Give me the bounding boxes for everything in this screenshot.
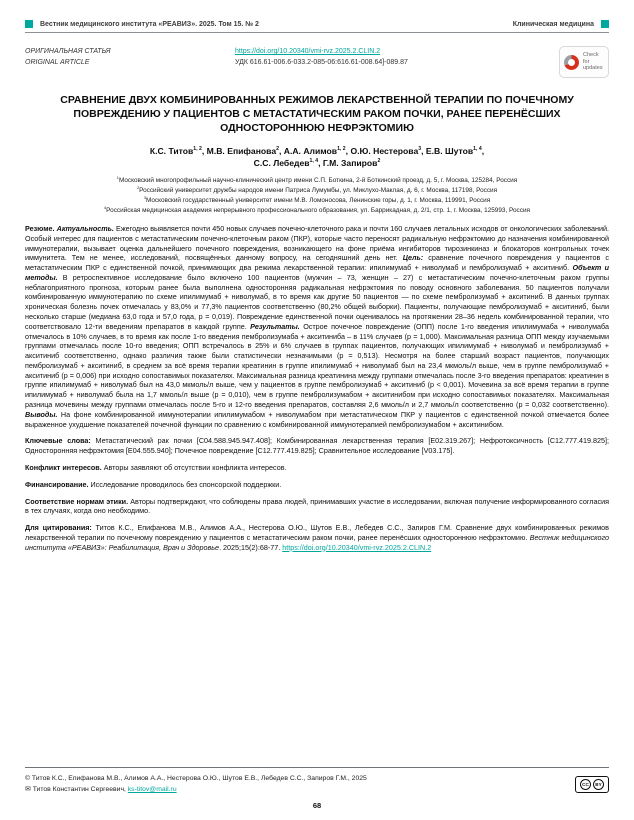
envelope-icon: ✉ — [25, 786, 31, 794]
cc-by-license-badge[interactable] — [575, 776, 609, 793]
funding-paragraph: Финансирование. Исследование проводилось без спонсорской поддержки. — [25, 479, 282, 489]
article-title: СРАВНЕНИЕ ДВУХ КОМБИНИРОВАННЫХ РЕЖИМОВ ЛЕКАРСТВЕННОЙ ТЕРАПИИ ПО ПОЧЕЧНОМУ ПОВРЕЖДЕНИЮ У ПАЦИЕНТОВ С МЕТАСТАТИЧЕСКИМ РАКОМ ПОЧКИ, РАНЕЕ ПЕРЕНЁСШИХ ОДНОСТОРОННЮЮ НЕФРЭКТОМИЮ — [60, 94, 574, 135]
article-type-ru: ОРИГИНАЛЬНАЯ СТАТЬЯ — [25, 48, 111, 55]
footer-text-block — [25, 773, 367, 796]
article-meta-row — [25, 46, 609, 78]
affiliation-1: $^1$Московский многопрофильный научно-клинический центр имени С.П. Боткина, 2-й Боткинский проезд, д. 5, г. Москва, 125284, Россия — [116, 176, 518, 185]
page-footer — [25, 767, 609, 810]
keywords-paragraph: Ключевые слова: Метастатический рак почки [C04.588.945.947.408]; Комбинированная лекарственная терапия [E02.319.267]; Нефротоксичность [C12.777.419.825]; Односторонняя нефрэктомия [E04.555.940]; Почечное повреждение [C12.777.419.825]; Сравнительное исследование [V03.175]. — [25, 436, 609, 456]
abstract-paragraph: Резюме. Актуальность. Ежегодно выявляется почти 450 новых случаев почечно-клеточного рака и почти 160 случаев летальных исходов от онкологических заболеваний. Особый интерес для пациентов с метастатическим почечно-клеточным раком (ПКР), которые часто переносят радикальную нефрэктомию до назначения комбинированной иммунотерапии, вызывает оценка дальнейшего почечного повреждения, возникающего на фоне приёма ингибиторов тирозинкиназ и блокаторов контрольных точек иммунитета. Тем не менее, исследований, посвящённых данному вопросу, на сегодняшний день нет. Цель: сравнение почечного повреждения у пациентов с метастатическим ПКР с единственной почкой, принимающих два режима лекарственной терапии: ипилимумаб + ниволумаб и пембролизумаб + акситиниб. Объект и методы. В ретроспективное исследование было включено 100 пациентов (мужчин – 73, женщин – 27) с метастатическим почечно-клеточным раком группы неблагоприятного прогноза, которым ранее была выполнена односторонняя радикальная нефрэктомия по поводу основного заболевания. 50 пациентов получали комбинированную иммунотерапию по схеме ипилимумаб + ниволумаб, в то время как другие 50 пациентов — по схеме пембролизумаб + акситиниб. В данных группах хроническая болезнь почек отмечалась у 83,0% и 77,3% пациентов соответственно (80,2% общей выборки). Пациенты, получающие пембролизумаб + акситиниб, были несколько старше (медиана 63,0 года и 57,0 года, p = 0,019). Повреждение единственной почки оценивалось на протяжении 28–36 недель комбинированной терапии, что соответствовало 12-ти введениям препаратов в каждой группе. Результаты. Острое почечное повреждение (ОПП) после 1-го введения ипилимумаба + ниволумаба отмечалось в 10% случаев, в то время как после 1-го введения пембролизумаба + акситиниба – в 11% случаев (p = 1,000). Максимальная разница ОПП между изучаемыми группами отмечалась после 10-го введения; ОПП встречалось в 25% и 6% случаев в группах пациентов, получающих ипилимумаб + ниволумаб и пембролизумаб + акситиниб соответственно, однако различия также были статистически незначимыми (p = 0,513). Несмотря на более старший возраст пациентов, получающих пембролизумаб + акситиниб, в среднем за всё время терапии креатинин в группе ипилимумаб + ниволумаб был на 23,4 мкмоль/л выше, чем в группе пембролизумаб + акситиниб (p = 0,006) при исходно сопоставимых показателях. Максимальная разница креатинина между группами отмечалась после 3-го введения препаратов: креатинин в группе ипилимумаб + ниволумаб был на 43,0 мкмоль/л выше, чем у пациентов в группе пембролизумаб + акситиниб (p < 0,001). Мочевина за всё время терапии в группе ипилимумаб + ниволумаб была на 1,7 ммоль/л выше (p = 0,010), чем в группе пембролизумабом + акситинибом при исходно сопоставимых показателях. Максимальная разница мочевины между группами отмечалась после 5-го и 12-го введения препаратов, составляя 2,6 ммоль/л и 2,7 ммоль/л соответственно (p = 0,032 соответственно). Выводы. На фоне комбинированной иммунотерапии ипилимумабом + ниволумабом при метастатическом ПКР у пациентов с единственной почкой отмечается более выраженное ухудшение показателей почечной функции по сравнению с комбинированной иммунотерапией пембролизумабом + акситинибом. — [25, 223, 609, 429]
authors-block — [25, 145, 609, 171]
article-identifiers — [235, 46, 408, 68]
copyright-line: © Титов К.С., Епифанова М.В., Алимов А.А., Нестерова О.Ю., Шутов Е.В., Лебедев С.С., Запиров Г.М., 2025 — [25, 774, 367, 782]
crossmark-badge[interactable] — [559, 46, 609, 78]
header-accent-square-right-icon — [601, 20, 609, 28]
conflict-of-interest-paragraph: Конфликт интересов. Авторы заявляют об отсутствии конфликта интересов. — [25, 462, 287, 472]
crossmark-icon — [564, 55, 579, 70]
crossmark-label-line1: Check for — [583, 52, 599, 65]
article-type-block — [25, 46, 235, 68]
contact-line — [25, 784, 367, 796]
header-accent-square-left-icon — [25, 20, 33, 28]
header-rule — [25, 32, 609, 33]
authors-line-2: С.С. Лебедев$^{1, 4}$, Г.М. Запиров$^2$ — [253, 158, 381, 169]
affiliation-4: $^4$Российская медицинская академия непрерывного профессионального образования, ул. Баррикадная, д. 2/1, стр. 1, г. Москва, 125993, Россия — [104, 205, 530, 215]
contact-text: Титов Константин Сергеевич, ks-titov@mail.ru — [32, 786, 177, 794]
journal-header-left: Вестник медицинского института «РЕАВИЗ». 2025. Том 15. № 2 — [40, 20, 259, 28]
running-header — [25, 20, 609, 28]
crossmark-label — [583, 52, 604, 72]
affiliations-block — [25, 176, 609, 216]
udk-number: УДК 616.61-006.6-033.2-085-06:616.61-008.64]-089.87 — [235, 59, 408, 67]
ethics-paragraph: Соответствие нормам этики. Авторы подтверждают, что соблюдены права людей, принимавших участие в исследовании, включая получение информированного согласия в тех случаях, когда оно необходимо. — [25, 496, 609, 516]
article-type-en: ORIGINAL ARTICLE — [25, 59, 90, 67]
doi-link[interactable]: https://doi.org/10.20340/vmi-rvz.2025.2.CLIN.2 — [235, 48, 381, 55]
footer-rule — [25, 767, 609, 768]
page-number: 68 — [312, 801, 322, 810]
crossmark-label-line2: updates — [583, 65, 603, 72]
footer-row — [25, 773, 609, 796]
cc-icon: CC — [580, 779, 591, 790]
affiliation-3: $^3$Московский государственный университет имени М.В. Ломоносова, Ленинские горы, д. 1, г. Москва, 119991, Россия — [143, 196, 491, 205]
cc-by-icon: BY — [593, 779, 604, 790]
authors-line-1: К.С. Титов$^{1, 2}$, М.В. Епифанова$^2$, А.А. Алимов$^{1, 2}$, О.Ю. Нестерова$^3$, Е.В. Шутов$^{1, 4}$, — [149, 145, 485, 156]
citation-paragraph: Для цитирования: Титов К.С., Епифанова М.В., Алимов А.А., Нестерова О.Ю., Шутов Е.В., Лебедев С.С., Запиров Г.М. Сравнение двух комбинированных режимов лекарственной терапии по почечному повреждению у пациентов с метастатическим раком почки, ранее перенёсших одностороннюю нефрэктомию. Вестник медицинского института «РЕАВИЗ»: Реабилитация, Врач и Здоровье. 2025;15(2):68-77. https://doi.org/10.20340/vmi-rvz.2025.2.CLIN.2 — [25, 523, 609, 552]
journal-header-right: Клиническая медицина — [512, 20, 594, 28]
affiliation-2: $^2$Российский университет дружбы народов имени Патриса Лумумбы, ул. Миклухо-Маклая, д. 6, г. Москва, 117198, Россия — [136, 186, 498, 195]
